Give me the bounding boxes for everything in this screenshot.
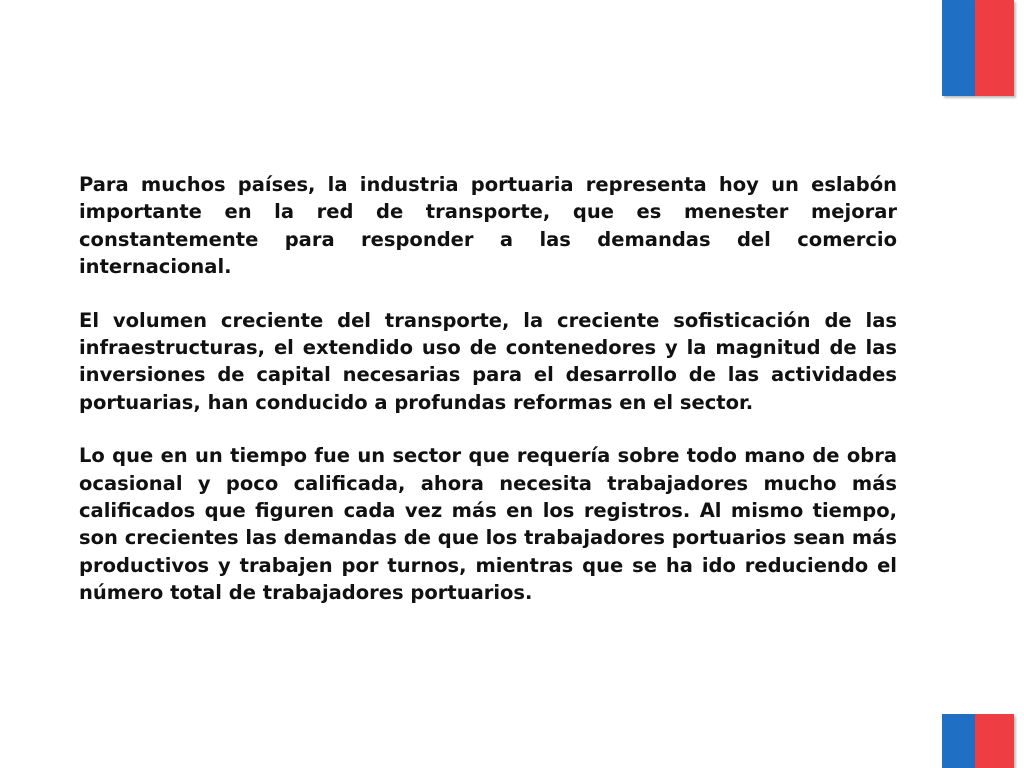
slide-body bbox=[79, 171, 897, 633]
paragraph-2: El volumen creciente del transporte, la creciente sofisticación de las infraestructuras, el extendido uso de contenedores y la magnitud de las inversiones de capital necesarias para el desarrollo de las actividades portuarias, han conducido a profundas reformas en el sector. bbox=[79, 308, 897, 414]
paragraph-1: Para muchos países, la industria portuaria representa hoy un eslabón importante en la red de transporte, que es menester mejorar constantemente para responder a las demandas del comercio internacional. bbox=[79, 173, 897, 279]
flag-stripe-red bbox=[975, 714, 1014, 768]
paragraph-3: Lo que en un tiempo fue un sector que requería sobre todo mano de obra ocasional y poco calificada, ahora necesita trabajadores mucho más calificados que figuren cada vez más en los registros. Al mismo tiempo, son crecientes las demandas de que los trabajadores portuarios sean más productivos y trabajen por turnos, mientras que se ha ido reduciendo el número total de trabajadores portuarios. bbox=[79, 444, 897, 605]
flag-stripes-top bbox=[942, 0, 1014, 96]
flag-stripe-blue bbox=[942, 0, 975, 96]
flag-stripe-red bbox=[975, 0, 1014, 96]
flag-stripe-blue bbox=[942, 714, 975, 768]
flag-stripes-bottom bbox=[942, 714, 1014, 768]
